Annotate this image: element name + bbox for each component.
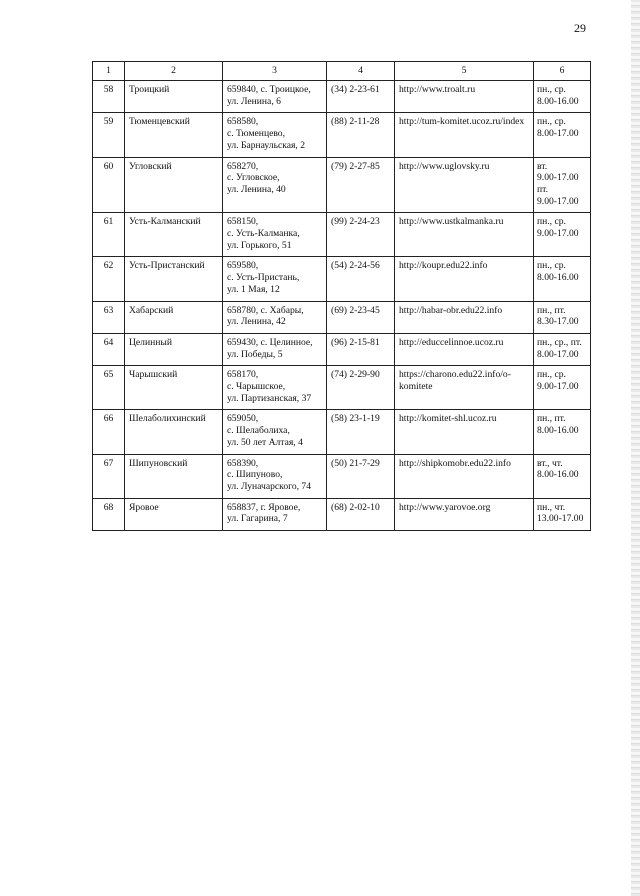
website-cell bbox=[395, 454, 534, 498]
hours-line: вт. bbox=[537, 160, 548, 172]
address-cell bbox=[223, 157, 327, 213]
address-line: ул. Партизанская, 37 bbox=[227, 392, 312, 404]
phone-cell bbox=[327, 301, 395, 333]
row-number: 60 bbox=[103, 160, 114, 172]
address-line: с. Угловское, bbox=[227, 172, 280, 184]
row-number: 64 bbox=[103, 336, 114, 348]
district-name: Яровое bbox=[129, 501, 159, 513]
row-number: 58 bbox=[103, 84, 114, 95]
hours-line: 8.00-17.00 bbox=[537, 128, 579, 140]
phone-number: (50) 21-7-29 bbox=[331, 457, 380, 469]
website-url: https://charono.edu22.info/o-komitete bbox=[399, 369, 511, 393]
page-number: 29 bbox=[574, 21, 586, 35]
website-url: http://educcelinnoe.ucoz.ru bbox=[399, 336, 504, 348]
hours-line: пн., ср. bbox=[537, 260, 566, 272]
hours-cell bbox=[534, 366, 591, 410]
website-cell bbox=[395, 257, 534, 301]
website-url: http://tum-komitet.ucoz.ru/index bbox=[399, 116, 525, 128]
phone-cell bbox=[327, 113, 395, 157]
table-row bbox=[93, 257, 591, 301]
district-name: Троицкий bbox=[129, 84, 170, 95]
hours-line: пн., ср. bbox=[537, 116, 566, 128]
website-cell bbox=[395, 157, 534, 213]
website-url: http://www.ustkalmanka.ru bbox=[399, 216, 504, 228]
phone-cell bbox=[327, 213, 395, 257]
website-cell bbox=[395, 213, 534, 257]
district-cell bbox=[125, 366, 223, 410]
address-line: 658270, bbox=[227, 160, 259, 172]
website-cell bbox=[395, 366, 534, 410]
hours-line: пн., ср. bbox=[537, 216, 566, 228]
row-number: 61 bbox=[103, 216, 114, 228]
row-number: 66 bbox=[103, 413, 114, 425]
district-cell bbox=[125, 333, 223, 365]
table-row bbox=[93, 113, 591, 157]
website-url: http://habar-obr.edu22.info bbox=[399, 304, 503, 316]
row-number-cell bbox=[93, 81, 125, 113]
district-cell bbox=[125, 113, 223, 157]
address-cell bbox=[223, 410, 327, 454]
table-row bbox=[93, 333, 591, 365]
row-number: 62 bbox=[103, 260, 114, 272]
district-cell bbox=[125, 157, 223, 213]
phone-number: (34) 2-23-61 bbox=[331, 84, 380, 95]
hours-cell bbox=[534, 213, 591, 257]
row-number-cell bbox=[93, 157, 125, 213]
table-header-row bbox=[93, 62, 591, 81]
district-name: Целинный bbox=[129, 336, 172, 348]
hours-line: 8.00-16.00 bbox=[537, 272, 579, 284]
hours-line: пн., чт. bbox=[537, 501, 566, 513]
website-url: http://www.uglovsky.ru bbox=[399, 160, 490, 172]
district-cell bbox=[125, 301, 223, 333]
website-url: http://shipkomobr.edu22.info bbox=[399, 457, 511, 469]
hours-line: 8.00-17.00 bbox=[537, 348, 579, 360]
address-line: с. Чарышское, bbox=[227, 381, 286, 393]
column-header: 5 bbox=[395, 62, 534, 81]
phone-number: (54) 2-24-56 bbox=[331, 260, 380, 272]
district-name: Шипуновский bbox=[129, 457, 188, 469]
hours-line: пн., пт. bbox=[537, 413, 566, 425]
phone-number: (58) 23-1-19 bbox=[331, 413, 380, 425]
district-name: Тюменцевский bbox=[129, 116, 190, 128]
hours-line: 9.00-17.00 bbox=[537, 228, 579, 240]
address-line: 659840, с. Троицкое, bbox=[227, 84, 311, 95]
phone-cell bbox=[327, 81, 395, 113]
row-number-cell bbox=[93, 113, 125, 157]
row-number-cell bbox=[93, 366, 125, 410]
website-cell bbox=[395, 81, 534, 113]
address-line: ул. Ленина, 6 bbox=[227, 95, 281, 107]
hours-cell bbox=[534, 113, 591, 157]
district-name: Хабарский bbox=[129, 304, 174, 316]
website-cell bbox=[395, 410, 534, 454]
table-row bbox=[93, 410, 591, 454]
district-cell bbox=[125, 498, 223, 530]
row-number-cell bbox=[93, 213, 125, 257]
website-url: http://www.troalt.ru bbox=[399, 84, 476, 95]
address-line: 658837, г. Яровое, bbox=[227, 501, 301, 513]
address-line: 658390, bbox=[227, 457, 259, 469]
address-cell bbox=[223, 333, 327, 365]
website-cell bbox=[395, 301, 534, 333]
row-number: 59 bbox=[103, 116, 114, 128]
hours-line: вт., чт. bbox=[537, 457, 563, 469]
phone-cell bbox=[327, 333, 395, 365]
phone-number: (74) 2-29-90 bbox=[331, 369, 380, 381]
phone-number: (96) 2-15-81 bbox=[331, 336, 380, 348]
row-number-cell bbox=[93, 498, 125, 530]
hours-line: пн., пт. bbox=[537, 304, 566, 316]
address-cell bbox=[223, 113, 327, 157]
address-line: 659430, с. Целинное, bbox=[227, 336, 313, 348]
address-line: 658170, bbox=[227, 369, 259, 381]
website-cell bbox=[395, 333, 534, 365]
website-cell bbox=[395, 113, 534, 157]
address-line: 658580, bbox=[227, 116, 259, 128]
table-row bbox=[93, 81, 591, 113]
address-line: 659580, bbox=[227, 260, 259, 272]
row-number: 65 bbox=[103, 369, 114, 381]
hours-line: 8.00-16.00 bbox=[537, 95, 579, 107]
hours-cell bbox=[534, 257, 591, 301]
column-header: 6 bbox=[534, 62, 591, 81]
phone-cell bbox=[327, 454, 395, 498]
hours-line: 8.00-16.00 bbox=[537, 469, 579, 481]
column-header: 3 bbox=[223, 62, 327, 81]
hours-line: 9.00-17.00 bbox=[537, 195, 579, 207]
column-header: 4 bbox=[327, 62, 395, 81]
hours-cell bbox=[534, 157, 591, 213]
phone-cell bbox=[327, 498, 395, 530]
address-line: ул. 50 лет Алтая, 4 bbox=[227, 436, 303, 448]
address-cell bbox=[223, 257, 327, 301]
hours-line: 8.00-16.00 bbox=[537, 425, 579, 437]
hours-line: пн., ср. bbox=[537, 369, 566, 381]
scan-edge bbox=[631, 0, 640, 896]
row-number: 68 bbox=[103, 501, 114, 513]
phone-cell bbox=[327, 410, 395, 454]
hours-line: пн., ср. bbox=[537, 84, 566, 95]
column-header: 2 bbox=[125, 62, 223, 81]
hours-cell bbox=[534, 454, 591, 498]
district-cell bbox=[125, 454, 223, 498]
hours-line: 8.30-17.00 bbox=[537, 316, 579, 328]
row-number: 63 bbox=[103, 304, 114, 316]
address-line: с. Шелаболиха, bbox=[227, 425, 290, 437]
phone-number: (69) 2-23-45 bbox=[331, 304, 380, 316]
address-line: ул. Победы, 5 bbox=[227, 348, 283, 360]
row-number-cell bbox=[93, 257, 125, 301]
hours-cell bbox=[534, 81, 591, 113]
address-line: ул. Горького, 51 bbox=[227, 239, 292, 251]
district-name: Шелаболихинский bbox=[129, 413, 206, 425]
table-body bbox=[93, 81, 591, 531]
district-name: Усть-Калманский bbox=[129, 216, 201, 228]
website-url: http://www.yarovoe.org bbox=[399, 501, 491, 513]
address-cell bbox=[223, 454, 327, 498]
phone-cell bbox=[327, 157, 395, 213]
row-number-cell bbox=[93, 454, 125, 498]
address-line: ул. Гагарина, 7 bbox=[227, 513, 288, 525]
address-line: 658150, bbox=[227, 216, 259, 228]
address-line: ул. 1 Мая, 12 bbox=[227, 283, 280, 295]
district-name: Угловский bbox=[129, 160, 172, 172]
address-line: с. Тюменцево, bbox=[227, 128, 285, 140]
column-header: 1 bbox=[93, 62, 125, 81]
address-line: 659050, bbox=[227, 413, 259, 425]
address-line: ул. Ленина, 42 bbox=[227, 316, 286, 328]
address-line: с. Усть-Пристань, bbox=[227, 272, 300, 284]
phone-cell bbox=[327, 366, 395, 410]
phone-cell bbox=[327, 257, 395, 301]
website-cell bbox=[395, 498, 534, 530]
row-number-cell bbox=[93, 410, 125, 454]
table-row bbox=[93, 366, 591, 410]
hours-line: пт. bbox=[537, 183, 549, 195]
hours-line: 13.00-17.00 bbox=[537, 513, 584, 525]
table-row bbox=[93, 213, 591, 257]
row-number: 67 bbox=[103, 457, 114, 469]
district-name: Усть-Пристанский bbox=[129, 260, 205, 272]
address-line: ул. Ленина, 40 bbox=[227, 183, 286, 195]
website-url: http://komitet-shl.ucoz.ru bbox=[399, 413, 497, 425]
website-url: http://koupr.edu22.info bbox=[399, 260, 488, 272]
hours-line: пн., ср., пт. bbox=[537, 336, 582, 348]
hours-cell bbox=[534, 498, 591, 530]
district-cell bbox=[125, 213, 223, 257]
table-row bbox=[93, 157, 591, 213]
phone-number: (88) 2-11-28 bbox=[331, 116, 380, 128]
district-cell bbox=[125, 410, 223, 454]
address-line: ул. Барнаульская, 2 bbox=[227, 139, 306, 151]
address-line: с. Шипуново, bbox=[227, 469, 283, 481]
address-line: с. Усть-Калманка, bbox=[227, 228, 300, 240]
phone-number: (79) 2-27-85 bbox=[331, 160, 380, 172]
row-number-cell bbox=[93, 333, 125, 365]
table-row bbox=[93, 454, 591, 498]
district-cell bbox=[125, 257, 223, 301]
phone-number: (68) 2-02-10 bbox=[331, 501, 380, 513]
address-cell bbox=[223, 213, 327, 257]
address-cell bbox=[223, 366, 327, 410]
address-line: 658780, с. Хабары, bbox=[227, 304, 304, 316]
district-contacts-table bbox=[92, 61, 591, 531]
table-row bbox=[93, 301, 591, 333]
hours-line: 9.00-17.00 bbox=[537, 381, 579, 393]
hours-cell bbox=[534, 301, 591, 333]
table-row bbox=[93, 498, 591, 530]
address-cell bbox=[223, 301, 327, 333]
hours-cell bbox=[534, 333, 591, 365]
address-cell bbox=[223, 498, 327, 530]
address-line: ул. Луначарского, 74 bbox=[227, 480, 312, 492]
phone-number: (99) 2-24-23 bbox=[331, 216, 380, 228]
hours-cell bbox=[534, 410, 591, 454]
row-number-cell bbox=[93, 301, 125, 333]
district-cell bbox=[125, 81, 223, 113]
hours-line: 9.00-17.00 bbox=[537, 172, 579, 184]
district-name: Чарышский bbox=[129, 369, 178, 381]
address-cell bbox=[223, 81, 327, 113]
